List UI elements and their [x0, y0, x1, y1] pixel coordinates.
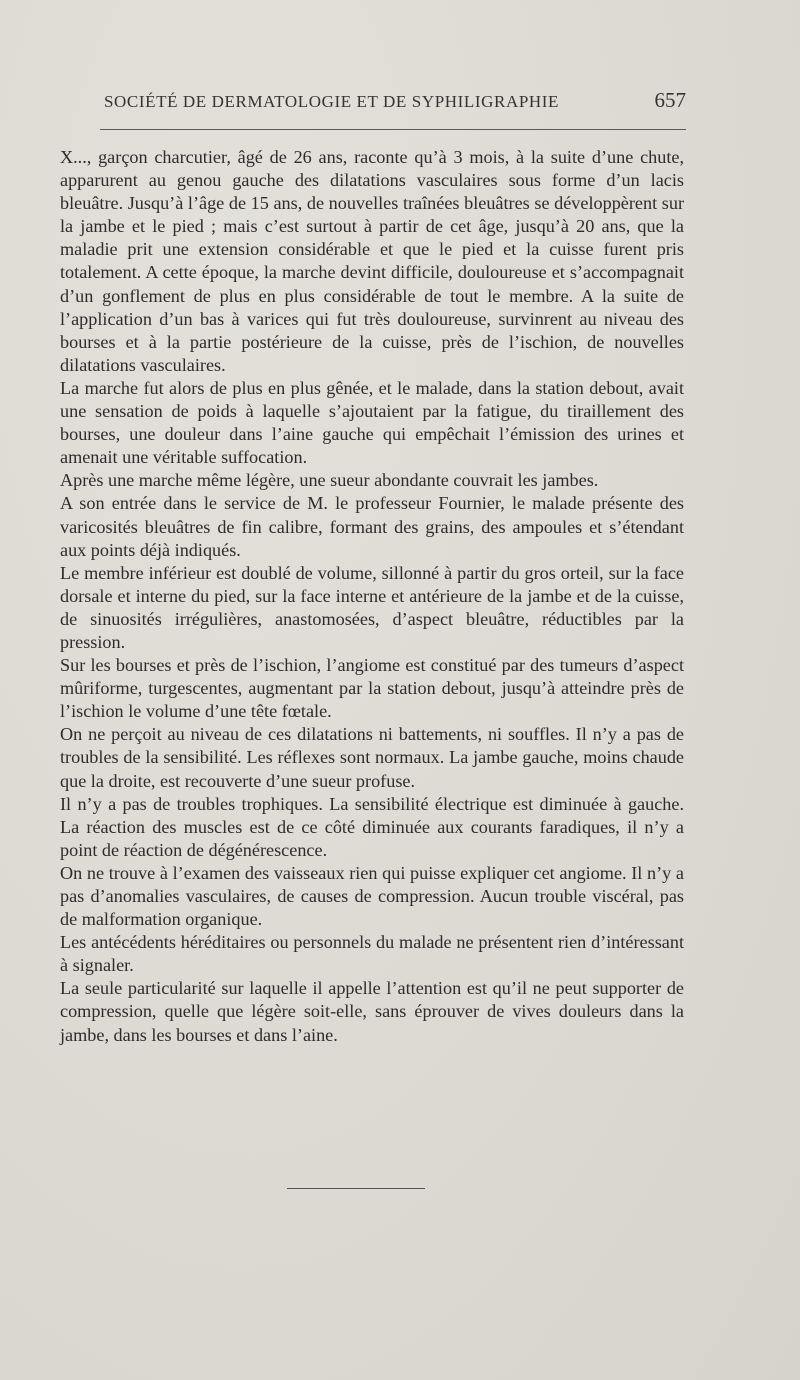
page-number: 657 [654, 88, 686, 112]
paragraph-4: A son entrée dans le service de M. le professeur Fournier, le malade présente des varicosités bleuâtres de fin calibre, formant des grains, des ampoules et s’étendant aux points déjà indiqués. [60, 493, 684, 560]
paragraph-3: Après une marche même légère, une sueur abondante couvrait les jambes. [60, 470, 599, 491]
end-rule [287, 1188, 425, 1189]
running-header [104, 88, 686, 118]
paragraph-6: Sur les bourses et près de l’ischion, l’angiome est constitué par des tumeurs d’aspect mûriforme, turgescentes, augmentant par la station debout, jusqu’à atteindre près de l’ischion le volume d’une tête fœtale. [60, 655, 684, 722]
paragraph-1: X..., garçon charcutier, âgé de 26 ans, raconte qu’à 3 mois, à la suite d’une chute, apparurent au genou gauche des dilatations vasculaires sous forme d’un lacis bleuâtre. Jusqu’à l’âge de 15 ans, de nouvelles traînées bleuâtres se développèrent sur la jambe et le pied ; mais c’est surtout à partir de cet âge, jusqu’à 20 ans, que la maladie prit une extension considérable et que le pied et la cuisse furent pris totalement. A cette époque, la marche devint difficile, douloureuse et s’accompagnait d’un gonflement de plus en plus considérable de tout le membre. A la suite de l’application d’un bas à varices qui fut très douloureuse, survinrent au niveau des bourses et à la partie postérieure de la cuisse, près de l’ischion, de nouvelles dilatations vasculaires. [60, 147, 684, 375]
paragraph-2: La marche fut alors de plus en plus gênée, et le malade, dans la station debout, avait une sensation de poids à laquelle s’ajoutaient par la fatigue, du tiraillement des bourses, une douleur dans l’aine gauche qui empêchait l’émission des urines et amenait une véritable suffocation. [60, 377, 684, 468]
paragraph-10: Les antécédents héréditaires ou personnels du malade ne présentent rien d’intéressant à signaler. [60, 932, 684, 976]
paragraph-11: La seule particularité sur laquelle il appelle l’attention est qu’il ne peut supporter de compression, quelle que légère soit-elle, sans éprouver de vives douleurs dans la jambe, dans les bourses et dans l’aine. [60, 978, 684, 1045]
running-title: SOCIÉTÉ DE DERMATOLOGIE ET DE SYPHILIGRAPHIE [104, 92, 560, 111]
paragraph-9: On ne trouve à l’examen des vaisseaux rien qui puisse expliquer cet angiome. Il n’y a pas d’anomalies vasculaires, de causes de compression. Aucun trouble viscéral, pas de malformation organique. [60, 862, 684, 930]
paragraph-7: On ne perçoit au niveau de ces dilatations ni battements, ni souffles. Il n’y a pas de troubles de la sensibilité. Les réflexes sont normaux. La jambe gauche, moins chaude que la droite, est recouverte d’une sueur profuse. [60, 724, 684, 791]
paragraph-8: Il n’y a pas de troubles trophiques. La sensibilité électrique est diminuée à gauche. La réaction des muscles est de ce côté diminuée aux courants faradiques, il n’y a point de réaction de dégénérescence. [60, 793, 684, 860]
body-text [60, 146, 684, 1047]
paragraph-5: Le membre inférieur est doublé de volume, sillonné à partir du gros orteil, sur la face dorsale et interne du pied, sur la face interne et antérieure de la jambe et de la cuisse, de sinuosités irrégulières, anastomosées, d’aspect bleuâtre, réductibles par la pression. [60, 562, 684, 652]
header-rule [100, 129, 686, 130]
